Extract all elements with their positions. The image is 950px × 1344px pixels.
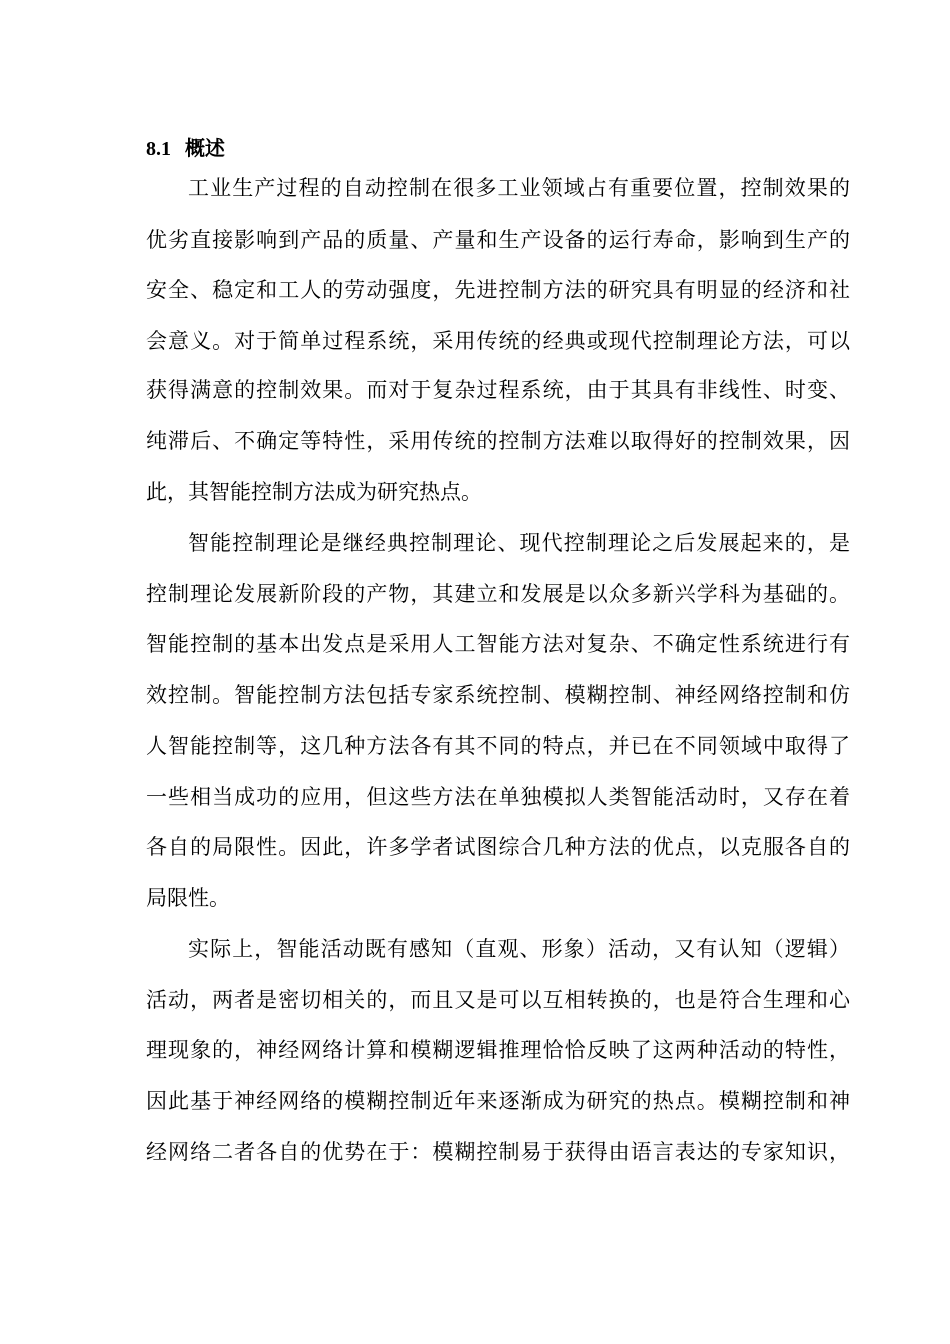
- paragraph-line: 一些相当成功的应用，但这些方法在单独模拟人类智能活动时，又存在着: [146, 785, 850, 809]
- paragraph-line: 纯滞后、不确定等特性，采用传统的控制方法难以取得好的控制效果，因: [146, 429, 850, 453]
- paragraph-line: 此，其智能控制方法成为研究热点。: [146, 480, 482, 504]
- paragraph-line: 理现象的，神经网络计算和模糊逻辑推理恰恰反映了这两种活动的特性，: [146, 1038, 850, 1062]
- paragraph-line: 安全、稳定和工人的劳动强度，先进控制方法的研究具有明显的经济和社: [146, 278, 850, 302]
- paragraph-line: 优劣直接影响到产品的质量、产量和生产设备的运行寿命，影响到生产的: [146, 228, 850, 252]
- section-heading: [146, 134, 225, 163]
- paragraph-line: 人智能控制等，这几种方法各有其不同的特点，并已在不同领域中取得了: [146, 734, 850, 758]
- paragraph-line: 获得满意的控制效果。而对于复杂过程系统，由于其具有非线性、时变、: [146, 378, 850, 402]
- paragraph-line: 智能控制的基本出发点是采用人工智能方法对复杂、不确定性系统进行有: [146, 632, 850, 656]
- paragraph-line: 实际上，智能活动既有感知（直观、形象）活动，又有认知（逻辑）: [188, 937, 850, 961]
- paragraph-line: 智能控制理论是继经典控制理论、现代控制理论之后发展起来的，是: [188, 531, 850, 555]
- paragraph-line: 各自的局限性。因此，许多学者试图综合几种方法的优点，以克服各自的: [146, 835, 850, 859]
- section-number: 8.1: [146, 138, 171, 160]
- paragraph-line: 工业生产过程的自动控制在很多工业领域占有重要位置，控制效果的: [188, 176, 850, 200]
- paragraph-line: 效控制。智能控制方法包括专家系统控制、模糊控制、神经网络控制和仿: [146, 683, 850, 707]
- paragraph-line: 局限性。: [146, 886, 230, 910]
- section-title: 概述: [184, 136, 225, 160]
- paragraph-line: 因此基于神经网络的模糊控制近年来逐渐成为研究的热点。模糊控制和神: [146, 1089, 850, 1113]
- paragraph-line: 会意义。对于简单过程系统，采用传统的经典或现代控制理论方法，可以: [146, 329, 850, 353]
- paragraph-line: 活动，两者是密切相关的，而且又是可以互相转换的，也是符合生理和心: [146, 988, 850, 1012]
- paragraph-line: 控制理论发展新阶段的产物，其建立和发展是以众多新兴学科为基础的。: [146, 582, 850, 606]
- paragraph-line: 经网络二者各自的优势在于：模糊控制易于获得由语言表达的专家知识，: [146, 1140, 850, 1164]
